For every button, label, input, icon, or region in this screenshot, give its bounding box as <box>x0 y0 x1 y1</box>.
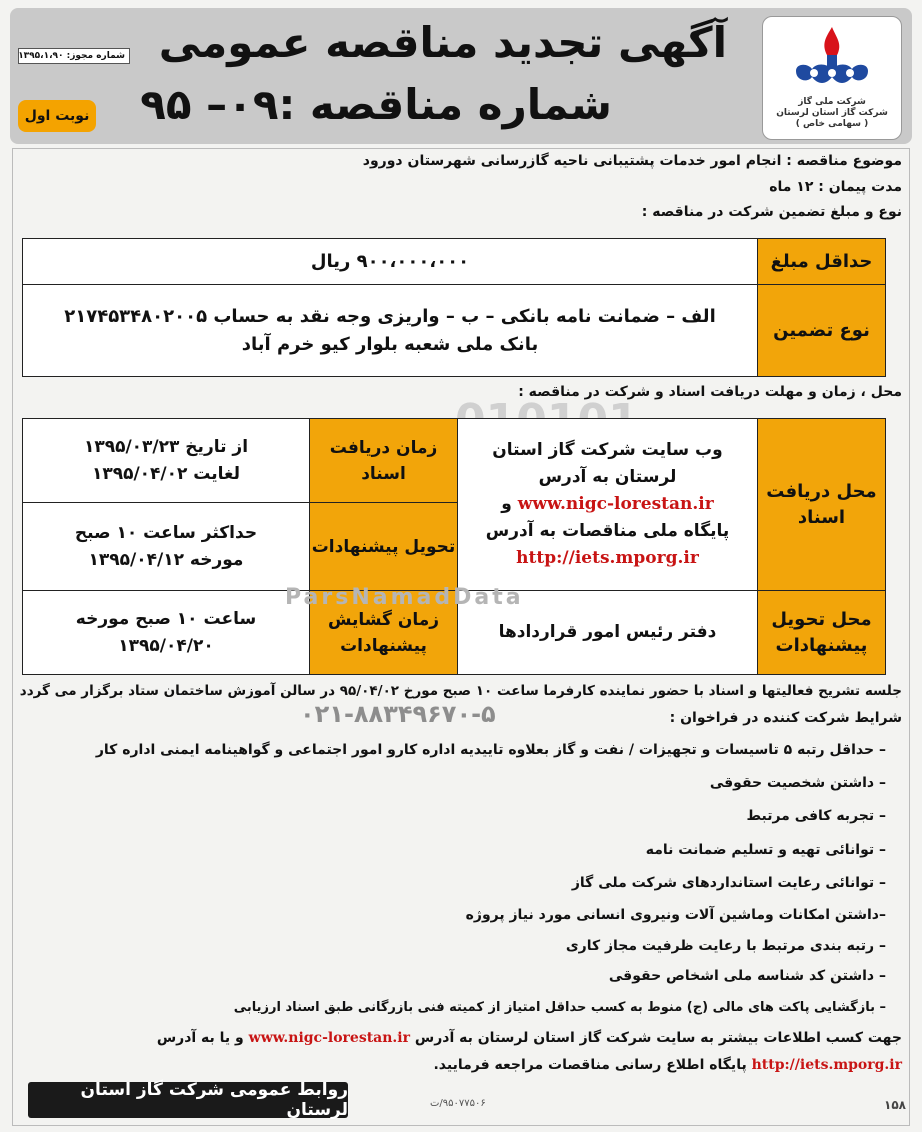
more-info-suffix: و یا به آدرس <box>156 1030 244 1046</box>
guarantee-type-label: نوع تضمین <box>758 285 886 377</box>
publisher-box: روابط عمومی شرکت گاز استان لرستان <box>28 1082 348 1118</box>
table-row <box>23 239 886 285</box>
guarantee-table <box>22 238 886 377</box>
submit-label: تحویل پیشنهادات <box>310 503 458 591</box>
nigc-lorestan-link[interactable]: www.nigc-lorestan.ir <box>517 494 714 514</box>
guarantee-heading: نوع و مبلغ تضمین شرکت در مناقصه : <box>641 204 902 220</box>
deliver-place-value: دفتر رئیس امور قراردادها <box>458 591 758 675</box>
condition-item: – توانائی رعایت استانداردهای شرکت ملی گاز <box>571 875 886 891</box>
guarantee-type-line-1: الف – ضمانت نامه بانکی – ب – واریزی وجه نقد به حساب ۲۱۷۴۵۳۴۸۰۲۰۰۵ <box>64 305 716 327</box>
logo-line-1: شرکت ملی گاز <box>798 97 866 107</box>
condition-item: – داشتن شخصیت حقوقی <box>709 775 886 791</box>
receive-place-line-1: وب سایت شرکت گاز استان <box>492 440 723 460</box>
receive-place-line-2: لرستان به آدرس <box>538 467 677 487</box>
watermark-brand: ParsNamadData <box>285 585 524 610</box>
condition-item: – توانائی تهیه و تسلیم ضمانت نامه <box>645 842 886 858</box>
documents-heading: محل ، زمان و مهلت دریافت اسناد و شرکت در مناقصه : <box>518 384 902 400</box>
tender-number: شماره مناقصه :۰۹– ۹۵ <box>140 80 612 129</box>
gas-flame-logo-icon <box>786 23 878 97</box>
submit-line-2: مورخه ۱۳۹۵/۰۴/۱۲ <box>88 549 244 570</box>
receive-time-label: زمان دریافت اسناد <box>310 419 458 503</box>
iets-mporg-link[interactable]: http://iets.mporg.ir <box>516 548 699 568</box>
min-amount-label: حداقل مبلغ <box>758 239 886 285</box>
iets-mporg-footer-link[interactable]: http://iets.mporg.ir <box>751 1057 902 1073</box>
receive-time-line-1: از تاریخ ۱۳۹۵/۰۳/۲۳ <box>83 436 249 457</box>
condition-item: – بازگشایی پاکت های مالی (ج) منوط به کسب حداقل امتیاز از کمیته فنی بازرگانی طبق اسناد ارزیابی <box>233 1000 886 1015</box>
condition-item: – تجربه کافی مرتبط <box>746 808 886 824</box>
documents-table <box>22 418 886 675</box>
submit-line-1: حداکثر ساعت ۱۰ صبح <box>74 522 258 543</box>
receive-place-url-row <box>458 491 757 518</box>
more-info-line-2 <box>433 1057 902 1073</box>
ad-code: ۹۵۰۷۷۵۰۶/ت <box>430 1098 486 1109</box>
briefing-session: جلسه تشریح فعالیتها و اسناد با حضور نماینده کارفرما ساعت ۱۰ صبح مورخ ۹۵/۰۴/۰۲ در سالن آموزش ساختمان ستاد برگزار می گردد <box>19 683 902 699</box>
condition-item: – رتبه بندی مرتبط با رعایت ظرفیت مجاز کاری <box>565 938 886 954</box>
header-banner <box>10 8 912 144</box>
condition-item: – حداقل رتبه ۵ تاسیسات و تجهیزات / نفت و گاز بعلاوه تاییدیه اداره کارو امور اجتماعی و گواهینامه ایمنی اداره کار <box>95 742 886 758</box>
more-info-line-1 <box>157 1030 902 1046</box>
tender-subject: موضوع مناقصه : انجام امور خدمات پشتیبانی ناحیه گازرسانی شهرستان دورود <box>362 153 902 169</box>
logo-line-2: شرکت گاز استان لرستان <box>776 108 888 118</box>
table-row <box>23 285 886 377</box>
page-number: ۱۵۸ <box>884 1098 906 1112</box>
permit-number: شماره مجوز: ۱۳۹۵،۱،۹۰ <box>18 48 130 64</box>
more-info-prefix: جهت کسب اطلاعات بیشتر به سایت شرکت گاز استان لرستان به آدرس <box>414 1030 902 1046</box>
watermark-phone: ۰۲۱-۸۸۳۴۹۶۷۰-۵ <box>300 700 496 728</box>
notice-title: آگهی تجدید مناقصه عمومی <box>158 18 727 67</box>
contract-duration: مدت پیمان : ۱۲ ماه <box>769 179 902 195</box>
table-row <box>23 419 886 503</box>
opening-line-1: ساعت ۱۰ صبح مورخه <box>75 608 257 629</box>
nigc-lorestan-footer-link[interactable]: www.nigc-lorestan.ir <box>248 1030 410 1046</box>
condition-item: –داشتن امکانات وماشین آلات ونیروی انسانی مورد نیاز پروژه <box>465 907 886 923</box>
conditions-heading: شرایط شرکت کننده در فراخوان : <box>669 710 902 726</box>
receive-place-label: محل دریافت اسناد <box>758 419 886 591</box>
guarantee-type-line-2: بانک ملی شعبه بلوار کیو خرم آباد <box>241 333 539 355</box>
company-logo <box>762 16 902 140</box>
more-info-line-2-suffix: پایگاه اطلاع رسانی مناقصات مراجعه فرمایید. <box>433 1057 747 1073</box>
min-amount-value: ۹۰۰،۰۰۰،۰۰۰ ریال <box>23 239 758 285</box>
receive-place-and: و <box>501 494 512 514</box>
receive-time-value <box>23 419 310 503</box>
submit-value <box>23 503 310 591</box>
opening-line-2: ۱۳۹۵/۰۴/۲۰ <box>118 635 214 656</box>
condition-item: – داشتن کد شناسه ملی اشخاص حقوقی <box>608 968 886 984</box>
receive-time-line-2: لغایت ۱۳۹۵/۰۴/۰۲ <box>91 463 241 484</box>
deliver-place-label: محل تحویل پیشنهادات <box>758 591 886 675</box>
logo-line-3: ( سهامی خاص ) <box>795 119 869 129</box>
round-badge: نوبت اول <box>18 100 96 132</box>
guarantee-type-value <box>23 285 758 377</box>
opening-value <box>23 591 310 675</box>
opening-label: زمان گشایش پیشنهادات <box>310 591 458 675</box>
receive-place-line-3: پایگاه ملی مناقصات به آدرس <box>485 521 730 541</box>
receive-place-value <box>458 419 758 591</box>
